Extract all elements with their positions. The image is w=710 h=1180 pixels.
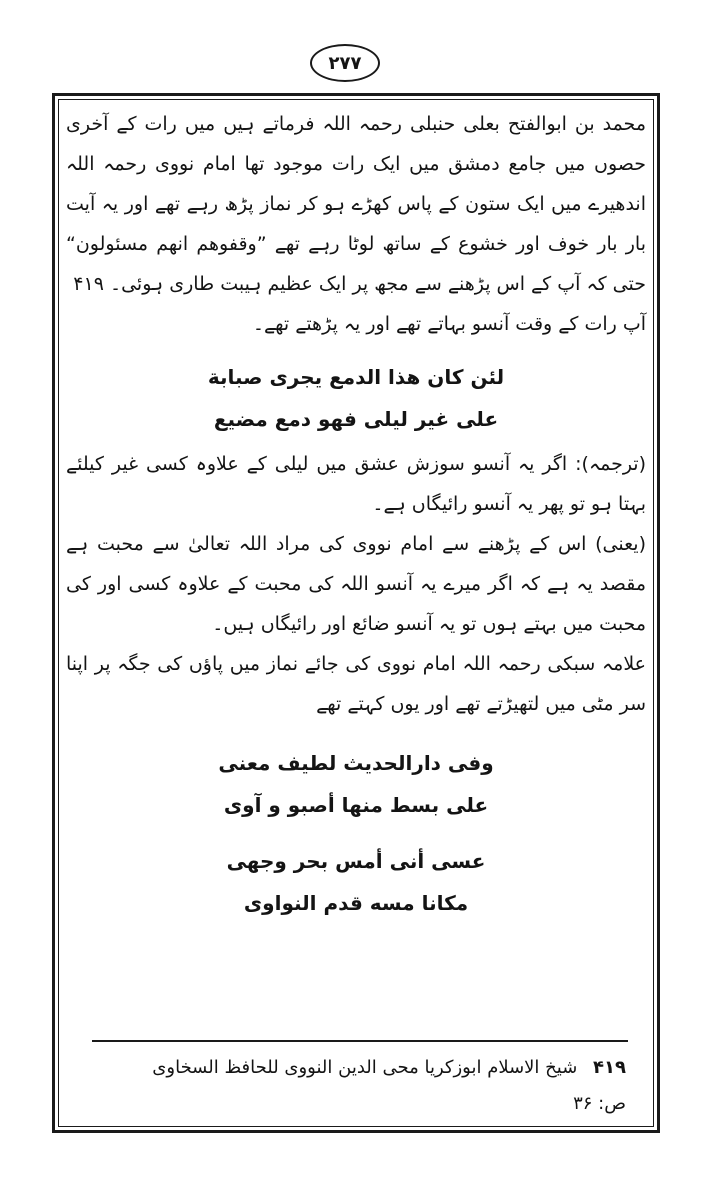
page-number: ۲۷۷ [310,44,380,82]
footnote-text: شيخ الاسلام ابوزكريا محى الدين النووى للحافظ السخاوى [152,1057,578,1078]
footnote-divider [92,1040,628,1042]
footnote-page-ref: ص: ۳۶ [573,1093,626,1114]
verse-block [66,840,646,924]
verse-block [66,356,646,440]
verse-line: لئن كان هذا الدمع يجرى صبابة [207,365,505,389]
paragraph: آپ رات کے وقت آنسو بہاتے تھے اور یہ پڑھتے تھے۔ [252,313,646,335]
verse-block [66,742,646,826]
main-text [66,104,646,924]
paragraph: (ترجمہ): اگر یہ آنسو سوزش عشق میں لیلی کے علاوہ کسی غیر کیلئے بہتا ہو تو پھر یہ آنسو رائیگاں ہے۔ [66,453,646,515]
verse-line: على غير ليلى فهو دمع مضيع [213,407,499,431]
paragraph: (یعنی) اس کے پڑھنے سے امام نووی کی مراد اللہ تعالیٰ سے محبت ہے مقصد یہ ہے کہ اگر میرے یہ آنسو اللہ کی محبت کے علاوہ کسی اور کی محبت میں بہتے ہوں تو یہ آنسو ضائع اور رائیگاں ہیں۔ [66,533,646,635]
paragraph [66,104,646,304]
footnote-marker: ۴۱۹ [593,1057,626,1078]
paragraph: علامہ سبکی رحمہ اللہ امام نووی کی جائے نماز میں پاؤں کی جگہ پر اپنا سر مٹی میں لتھیڑتے تھے اور یوں کہتے تھے [66,653,646,715]
verse-line: وفى دارالحديث لطيف معنى [218,751,494,775]
footnote [70,1050,626,1122]
footnote-reference: ۴۱۹ [73,273,104,295]
verse-line: مكانا مسه قدم النواوى [243,891,469,915]
verse-line: عسى أنى أمس بحر وجهى [226,849,486,873]
verse-line: على بسط منها أصبو و آوى [223,793,489,817]
paragraph-text: محمد بن ابوالفتح بعلی حنبلی رحمہ اللہ فرماتے ہیں میں رات کے آخری حصوں میں جامع دمشق میں ایک رات موجود تھا امام نووی رحمہ اللہ اندھیرے میں ایک ستون کے پاس کھڑے ہو کر نماز پڑھ رہے تھے اور یہ آیت بار بار خوف اور خشوع کے ساتھ لوٹا رہے تھے ”وقفوھم انھم مسئولون“ حتی کہ آپ کے اس پڑھنے سے مجھ پر ایک عظیم ہیبت طاری ہوئی۔ [66,113,646,295]
